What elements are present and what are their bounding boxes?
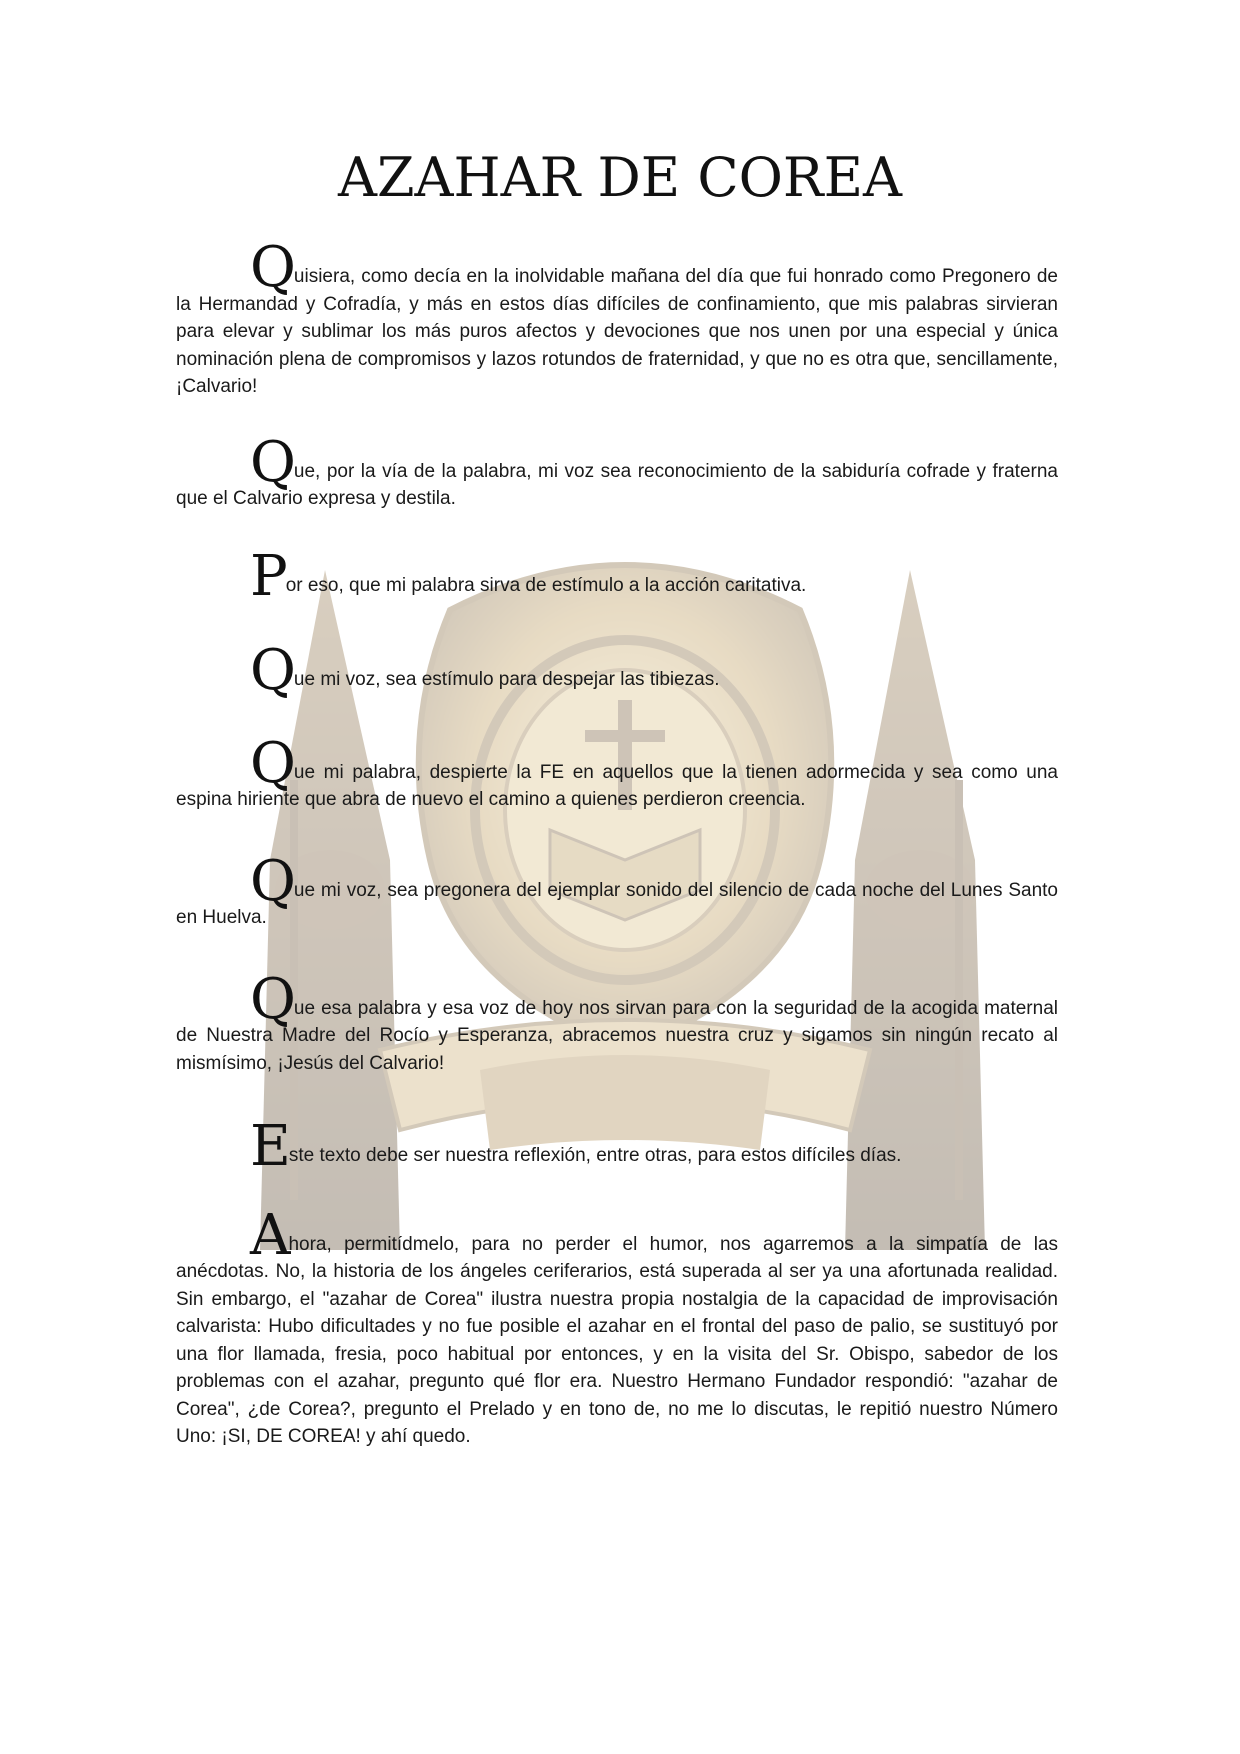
paragraph-1: [176, 235, 1058, 401]
paragraph-5: [176, 730, 1058, 814]
drop-cap-initial: Q: [250, 638, 294, 703]
paragraph-text: ue mi voz, sea estímulo para despejar las tibiezas.: [293, 669, 720, 690]
paragraph-3: [176, 543, 1058, 609]
paragraph-2: [176, 429, 1058, 513]
paragraph-6: [176, 848, 1058, 932]
document-body: [176, 235, 1058, 1495]
paragraph-text: ste texto debe ser nuestra reflexión, entre otras, para estos difíciles días.: [288, 1145, 902, 1166]
paragraph-text: ue, por la vía de la palabra, mi voz sea reconocimiento de la sabiduría cofrade y fraterna que el Calvario expresa y destila.: [176, 460, 1058, 509]
drop-cap-initial: Q: [250, 848, 294, 914]
document-title: AZAHAR DE COREA: [338, 146, 902, 209]
paragraph-7: [176, 966, 1058, 1078]
paragraph-8: [176, 1114, 1058, 1179]
drop-cap-initial: Q: [250, 235, 294, 300]
drop-cap-initial: Q: [250, 730, 294, 796]
paragraph-text: or eso, que mi palabra sirva de estímulo a la acción caritativa.: [285, 574, 807, 596]
drop-cap-initial: E: [250, 1114, 289, 1179]
paragraph-text: ue mi palabra, despierte la FE en aquellos que la tienen adormecida y sea como una espina hiriente que abra de nuevo el camino a quienes perdieron creencia.: [176, 761, 1058, 810]
paragraph-text: hora, permitídmelo, para no perder el humor, nos agarremos a la simpatía de las anécdotas. No, la historia de los ángeles ceriferarios, está superada al ser ya una afortunada realidad. Sin embargo, el "azahar de Corea" ilustra nuestra propia nostalgia de la capacidad de improvisación calvarista: Hubo dificultades y no fue posible el azahar en el frontal del paso de palio, se sustituyó por una flor llamada, fresia, poco habitual por entonces, y en la visita del Sr. Obispo, sabedor de los problemas con el azahar, pregunto qué flor era. Nuestro Hermano Fundador respondió: "azahar de Corea", ¿de Corea?, pregunto el Prelado y en tono de, no me lo discutas, le repitió nuestro Número Uno: ¡SI, DE COREA! y ahí quedo.: [176, 1233, 1058, 1447]
paragraph-4: [176, 638, 1058, 703]
drop-cap-initial: Q: [250, 966, 294, 1032]
paragraph-text: uisiera, como decía en la inolvidable mañana del día que fui honrado como Pregonero de la Hermandad y Cofradía, y más en estos días difíciles de confinamiento, que mis palabras sirvieran para elevar y sublimar los más puros afectos y devociones que nos unen por una especial y única nominación plena de compromisos y lazos rotundos de fraternidad, y que no es otra que, sencillamente, ¡Calvario!: [176, 266, 1058, 397]
paragraph-text: ue esa palabra y esa voz de hoy nos sirvan para con la seguridad de la acogida maternal de Nuestra Madre del Rocío y Esperanza, abracemos nuestra cruz y sigamos sin ningún recato al mismísimo, ¡Jesús del Calvario!: [176, 997, 1058, 1074]
paragraph-text: ue mi voz, sea pregonera del ejemplar sonido del silencio de cada noche del Lunes Santo en Huelva.: [176, 879, 1058, 928]
drop-cap-initial: P: [250, 543, 286, 609]
paragraph-9: [176, 1202, 1058, 1451]
drop-cap-initial: A: [250, 1202, 289, 1268]
drop-cap-initial: Q: [250, 429, 294, 495]
